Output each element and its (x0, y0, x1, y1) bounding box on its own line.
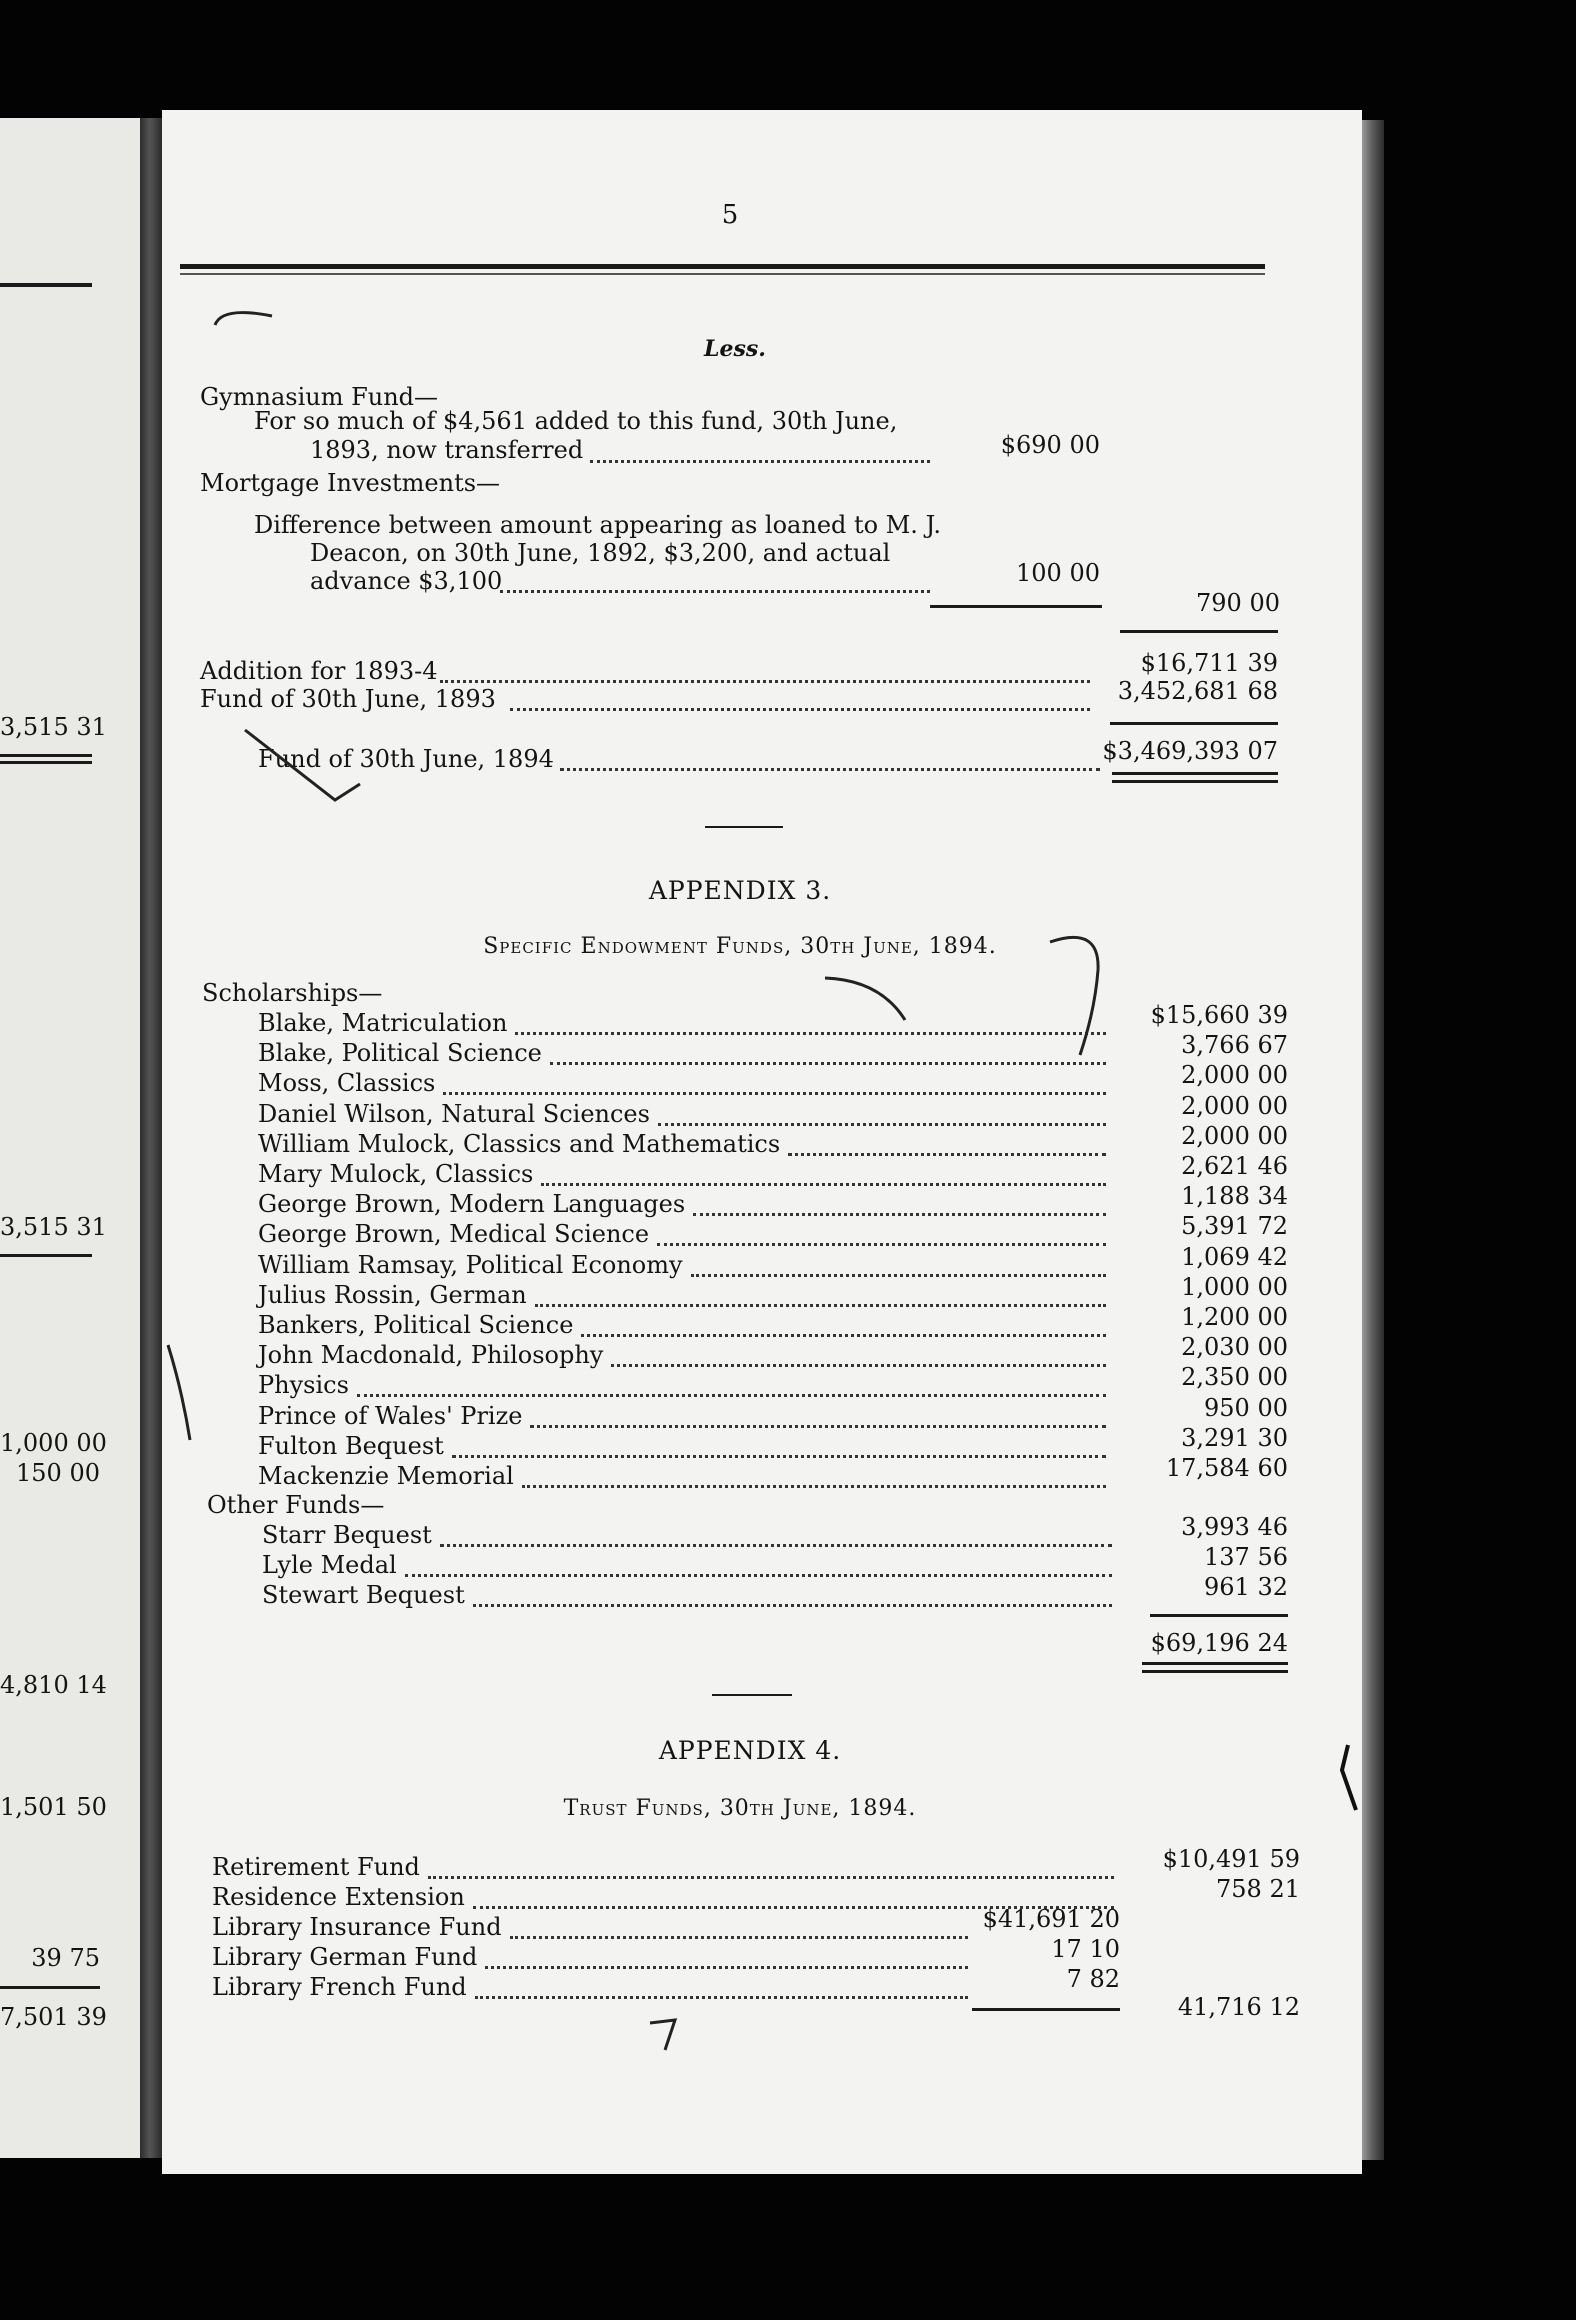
less-heading: Less. (704, 336, 766, 362)
left-fragment: 7,501 39 (0, 2003, 107, 2031)
leader-dots (691, 1274, 1106, 1279)
fund-row-label: John Macdonald, Philosophy (258, 1341, 604, 1370)
leader-dots (428, 1876, 1114, 1881)
fund-row-amount: $15,660 39 (1150, 1001, 1288, 1029)
pencil-annotation-mark (1328, 1740, 1368, 1820)
fund-row-amount: 2,030 00 (1181, 1333, 1288, 1362)
left-fragment: 1,000 00 (0, 1429, 107, 1457)
fund-row-label: Library German Fund (212, 1943, 478, 1971)
leader-dots (541, 1183, 1106, 1188)
pencil-annotation-mark (645, 2015, 685, 2055)
fund-row-label: Blake, Political Science (258, 1039, 542, 1068)
leader-dots (500, 590, 930, 595)
pencil-annotation-mark (240, 720, 370, 820)
fund-row-amount: 950 00 (1204, 1393, 1288, 1422)
leader-dots (693, 1213, 1106, 1218)
left-rule (0, 1986, 100, 1989)
double-rule (1112, 772, 1278, 775)
pencil-annotation-mark (160, 1340, 200, 1450)
mortgage-subtotal: 790 00 (1196, 589, 1280, 617)
trust-outer-amount: 758 21 (1216, 1875, 1300, 1903)
total-rule (1150, 1614, 1288, 1617)
left-page (0, 118, 140, 2158)
subtotal-rule (930, 605, 1102, 608)
pencil-annotation-mark (1040, 930, 1110, 1070)
fund-row-label: Residence Extension (212, 1883, 465, 1911)
trust-inner-amount: 7 82 (1066, 1965, 1120, 1993)
leader-dots (581, 1334, 1106, 1339)
gymnasium-heading: Gymnasium Fund— (200, 383, 439, 411)
other-funds-heading: Other Funds— (207, 1491, 385, 1519)
left-fragment: 4,810 14 (0, 1671, 107, 1699)
fund-row-amount: 1,200 00 (1181, 1303, 1288, 1331)
fund-row-label: George Brown, Modern Languages (258, 1190, 686, 1219)
trust-inner-amount: 17 10 (1051, 1935, 1120, 1963)
total-rule (1120, 630, 1278, 633)
scholarships-heading: Scholarships— (202, 979, 383, 1007)
leader-dots (657, 1243, 1106, 1248)
fund-row-amount: 1,069 42 (1181, 1242, 1288, 1271)
fund-row-amount: 1,188 34 (1181, 1182, 1288, 1211)
appendix3-subtitle: Specific Endowment Funds, 30th June, 1894. (483, 934, 997, 959)
leader-dots (515, 1032, 1106, 1037)
fund-row-amount: 137 56 (1204, 1543, 1288, 1571)
mortgage-line: advance $3,100 (310, 567, 503, 595)
fund-row-amount: 2,000 00 (1181, 1091, 1288, 1120)
trust-inner-amount: $41,691 20 (982, 1905, 1120, 1933)
header-rule (180, 264, 1265, 269)
left-rule (0, 1254, 92, 1257)
fund-row-amount: 5,391 72 (1181, 1212, 1288, 1241)
leader-dots (440, 680, 1090, 685)
leader-dots (443, 1092, 1106, 1097)
left-fragment: 3,515 31 (0, 713, 107, 741)
left-fragment: 3,515 31 (0, 1213, 107, 1241)
gymnasium-line: For so much of $4,561 added to this fund, 30th June, (254, 407, 898, 435)
fund-row-amount: 2,000 00 (1181, 1121, 1288, 1150)
appendix3-total: $69,196 24 (1150, 1629, 1288, 1657)
leader-dots (510, 1936, 968, 1941)
leader-dots (475, 1996, 968, 2001)
fund-1893-amount: 3,452,681 68 (1117, 677, 1278, 705)
total-rule (1110, 722, 1278, 725)
left-rule (0, 761, 92, 764)
appendix3-title: APPENDIX 3. (648, 876, 832, 905)
addition-label: Addition for 1893-4 (200, 657, 438, 685)
appendix4-title: APPENDIX 4. (658, 1736, 842, 1765)
section-divider (705, 826, 783, 828)
leader-dots (590, 460, 930, 465)
fund-row-label: Mackenzie Memorial (258, 1462, 514, 1490)
leader-dots (522, 1485, 1106, 1490)
fund-row-label: Lyle Medal (262, 1551, 397, 1579)
fund-row-label: Mary Mulock, Classics (258, 1160, 534, 1188)
left-fragment: 1,501 50 (0, 1793, 107, 1821)
fund-row-amount: 1,000 00 (1181, 1272, 1288, 1301)
mortgage-heading: Mortgage Investments— (200, 469, 501, 497)
leader-dots (452, 1455, 1106, 1460)
fund-row-label: Julius Rossin, German (258, 1280, 527, 1309)
fund-row-label: Bankers, Political Science (258, 1311, 574, 1339)
leader-dots (658, 1123, 1106, 1128)
fund-row-amount: 2,350 00 (1181, 1363, 1288, 1392)
left-fragment: 150 00 (16, 1459, 100, 1487)
fund-row-label: Fulton Bequest (258, 1431, 444, 1460)
leader-dots (405, 1574, 1112, 1579)
fund-row-label: Blake, Matriculation (258, 1009, 508, 1037)
leader-dots (535, 1304, 1106, 1309)
page-number: 5 (721, 200, 739, 230)
section-divider (712, 1694, 792, 1696)
leader-dots (611, 1364, 1106, 1369)
leader-dots (510, 708, 1090, 713)
pencil-annotation-mark (210, 300, 280, 330)
leader-dots (788, 1153, 1106, 1158)
fund-row-label: Daniel Wilson, Natural Sciences (258, 1099, 650, 1128)
fund-1894-amount: $3,469,393 07 (1102, 737, 1278, 765)
fund-row-amount: 3,993 46 (1181, 1513, 1288, 1541)
fund-row-label: Library Insurance Fund (212, 1913, 502, 1941)
double-rule (1112, 780, 1278, 783)
leader-dots (473, 1604, 1112, 1609)
mortgage-amount: 100 00 (1016, 559, 1100, 587)
page-gutter (140, 118, 162, 2158)
fund-row-label: Starr Bequest (262, 1521, 432, 1549)
addition-amount: $16,711 39 (1140, 649, 1278, 677)
double-rule (1142, 1662, 1288, 1665)
appendix4-subtitle: Trust Funds, 30th June, 1894. (563, 1796, 917, 1821)
double-rule (1142, 1670, 1288, 1673)
left-fragment: 39 75 (31, 1944, 100, 1972)
fund-row-amount: 2,621 46 (1181, 1152, 1288, 1180)
leader-dots (485, 1966, 968, 1971)
fund-row-amount: 961 32 (1204, 1573, 1288, 1601)
fund-row-amount: 3,766 67 (1181, 1031, 1288, 1060)
fund-row-amount: 3,291 30 (1181, 1423, 1288, 1452)
fund-row-amount: 17,584 60 (1165, 1454, 1288, 1482)
header-rule-thin (180, 273, 1265, 275)
mortgage-line: Deacon, on 30th June, 1892, $3,200, and actual (310, 539, 891, 567)
gymnasium-amount: $690 00 (1000, 431, 1100, 459)
fund-row-amount: 2,000 00 (1181, 1061, 1288, 1090)
fund-row-label: Stewart Bequest (262, 1581, 465, 1609)
leader-dots (550, 1062, 1106, 1067)
fund-row-label: Physics (258, 1371, 349, 1400)
fund-row-label: William Mulock, Classics and Mathematics (258, 1129, 781, 1158)
fund-row-label: Moss, Classics (258, 1069, 436, 1098)
fund-1894-label: Fund of 30th June, 1894 (258, 745, 554, 773)
leader-dots (357, 1394, 1106, 1399)
subtotal-rule (972, 2008, 1120, 2011)
fund-row-label: Retirement Fund (212, 1853, 420, 1881)
pencil-annotation-mark (820, 970, 920, 1030)
fund-row-label: Prince of Wales' Prize (258, 1401, 523, 1430)
left-rule (0, 754, 92, 757)
fund-row-label: Library French Fund (212, 1973, 467, 2001)
trust-outer-amount: $10,491 59 (1162, 1845, 1300, 1873)
leader-dots (440, 1544, 1112, 1549)
fund-row-label: William Ramsay, Political Economy (258, 1250, 683, 1279)
left-rule-top (0, 283, 92, 287)
mortgage-line: Difference between amount appearing as loaned to M. J. (254, 511, 941, 539)
leader-dots (530, 1425, 1106, 1430)
leader-dots (560, 768, 1100, 773)
library-total: 41,716 12 (1177, 1993, 1300, 2021)
fund-1893-label: Fund of 30th June, 1893 (200, 685, 496, 713)
gymnasium-line: 1893, now transferred (310, 436, 584, 464)
fund-row-label: George Brown, Medical Science (258, 1220, 650, 1249)
page-edge-shadow (1362, 120, 1384, 2160)
